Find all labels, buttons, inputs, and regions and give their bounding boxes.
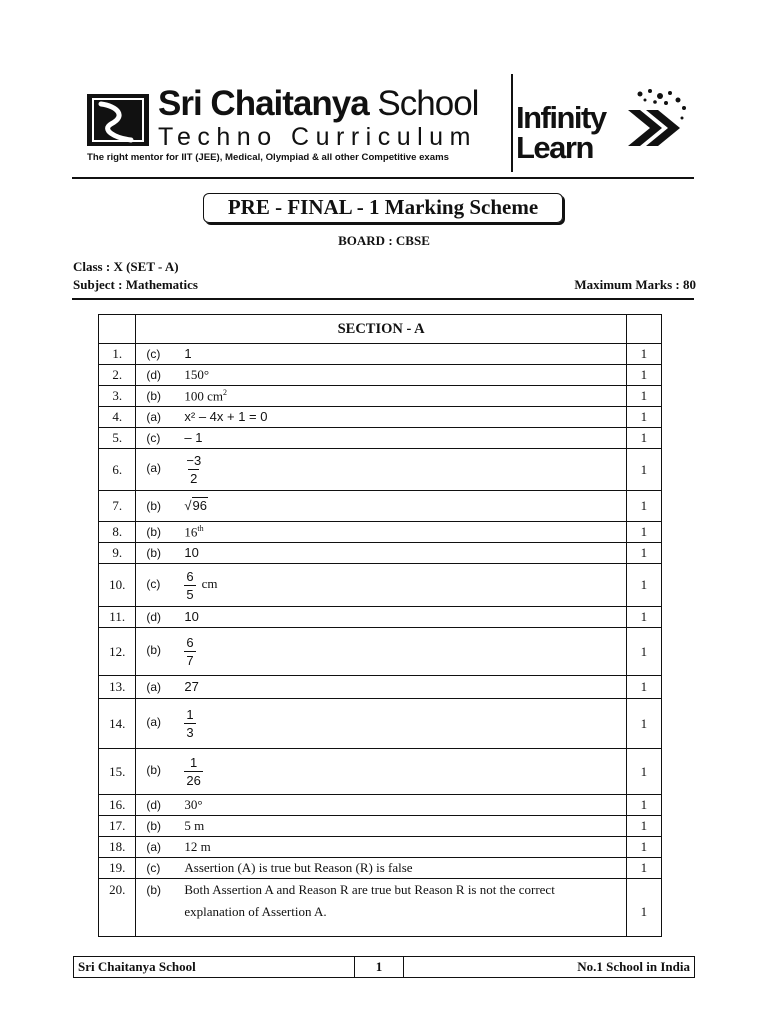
answer-value: 10: [184, 545, 199, 560]
answer-option: (b): [146, 883, 162, 897]
answer-option: (b): [146, 525, 162, 540]
answer-cell: [136, 858, 626, 879]
answer-fraction: [184, 634, 195, 669]
answer-option: (d): [146, 610, 162, 624]
answer-cell: [136, 344, 626, 365]
table-row: [99, 491, 662, 522]
page-footer: [73, 956, 695, 978]
fraction-denominator: 2: [190, 471, 198, 486]
answer-value: 10: [184, 609, 199, 624]
table-row: [99, 699, 662, 749]
answer-value: 5 m: [184, 818, 205, 833]
marks-cell: 1: [626, 795, 661, 816]
answer-cell: [136, 522, 626, 543]
question-number: 14.: [99, 699, 136, 749]
board-label: BOARD : CBSE: [338, 233, 430, 248]
answer-value: Both Assertion A and Reason R are true but Reason R is not the correct: [184, 882, 555, 897]
answer-option: (c): [146, 861, 161, 875]
answer-sqrt: √96: [184, 498, 207, 513]
table-row: [99, 607, 662, 628]
question-number: 11.: [99, 607, 136, 628]
table-row: [99, 879, 662, 937]
answer-option: (a): [146, 840, 162, 854]
marks-cell: 1: [626, 543, 661, 564]
answer-cell: [136, 564, 626, 607]
max-marks-label: Maximum Marks : 80: [574, 277, 696, 292]
header-divider: [511, 74, 513, 172]
fraction-numerator: 6: [186, 568, 194, 584]
answer-value: 100 cm: [184, 388, 224, 404]
answer-cell: [136, 365, 626, 386]
answer-option: (a): [146, 715, 162, 730]
answer-cell: [136, 428, 626, 449]
question-number: 2.: [99, 365, 136, 386]
answer-value: 150°: [184, 367, 210, 382]
answer-cell: [136, 879, 626, 937]
answer-cell: [136, 386, 626, 407]
answer-cell: [136, 543, 626, 564]
school-logo: [87, 94, 149, 146]
question-number: 7.: [99, 491, 136, 522]
question-number: 9.: [99, 543, 136, 564]
answer-fraction: [184, 452, 203, 487]
fraction-denominator: 26: [186, 773, 201, 788]
answer-value: – 1: [184, 430, 203, 445]
question-number: 10.: [99, 564, 136, 607]
section-header-row: [99, 315, 662, 344]
question-number: 6.: [99, 449, 136, 491]
question-number: 18.: [99, 837, 136, 858]
answer-value: x² – 4x + 1 = 0: [184, 409, 268, 424]
meta-rule: [72, 298, 694, 300]
question-number: 13.: [99, 676, 136, 699]
marks-cell: 1: [626, 407, 661, 428]
question-number: 5.: [99, 428, 136, 449]
question-number: 15.: [99, 749, 136, 795]
question-number: 17.: [99, 816, 136, 837]
answer-cell: [136, 407, 626, 428]
fraction-denominator: 7: [186, 653, 194, 668]
answer-superscript: th: [197, 523, 204, 533]
answer-option: (d): [146, 798, 162, 812]
question-number: 4.: [99, 407, 136, 428]
marks-cell: 1: [626, 344, 661, 365]
answer-option: (b): [146, 546, 162, 560]
question-number: 12.: [99, 628, 136, 676]
answer-cell: [136, 795, 626, 816]
marks-cell: 1: [626, 491, 661, 522]
partner-chevron-icon: [620, 88, 690, 168]
answer-value-continued: explanation of Assertion A.: [184, 904, 327, 919]
fraction-denominator: 5: [186, 586, 194, 602]
school-emblem-icon: [87, 94, 149, 146]
answer-fraction: [184, 706, 195, 741]
table-row: [99, 543, 662, 564]
marks-cell: 1: [626, 816, 661, 837]
answer-value: 12 m: [184, 839, 211, 854]
marks-cell: 1: [626, 365, 661, 386]
question-number: 3.: [99, 386, 136, 407]
table-row: [99, 564, 662, 607]
question-number: 19.: [99, 858, 136, 879]
partner-logo-text: Infinity Learn: [516, 100, 606, 165]
brand-subtitle: Techno Curriculum: [158, 123, 477, 151]
answer-option: (c): [146, 576, 161, 591]
table-row: [99, 676, 662, 699]
answer-cell: [136, 628, 626, 676]
answer-option: (b): [146, 763, 162, 778]
question-number: 16.: [99, 795, 136, 816]
answer-option: (a): [146, 410, 162, 424]
answer-value: 30°: [184, 797, 203, 812]
section-title: SECTION - A: [136, 315, 626, 344]
table-row: [99, 522, 662, 543]
table-row: [99, 365, 662, 386]
class-label: Class : X (SET - A): [73, 259, 179, 274]
table-row: [99, 628, 662, 676]
question-number: 8.: [99, 522, 136, 543]
marks-cell: 1: [626, 837, 661, 858]
fraction-numerator: 1: [186, 707, 194, 722]
answer-value: 27: [184, 679, 199, 694]
table-row: [99, 386, 662, 407]
question-number: 1.: [99, 344, 136, 365]
subject-label: Subject : Mathematics: [73, 277, 198, 292]
marks-cell: 1: [626, 449, 661, 491]
answer-value: 1: [184, 346, 192, 361]
answer-option: (b): [146, 389, 162, 404]
answer-fraction: [184, 754, 202, 789]
brand-name: Sri Chaitanya School: [158, 84, 479, 123]
answer-value: Assertion (A) is true but Reason (R) is false: [184, 860, 413, 875]
answer-value: 16: [184, 524, 198, 540]
answer-option: (a): [146, 680, 162, 694]
answer-option: (c): [146, 347, 161, 361]
fraction-numerator: 1: [189, 755, 198, 770]
marks-cell: 1: [626, 522, 661, 543]
answer-cell: [136, 699, 626, 749]
answer-cell: [136, 676, 626, 699]
page-number: 1: [355, 957, 404, 978]
table-row: [99, 428, 662, 449]
marks-cell: 1: [626, 749, 661, 795]
footer-tagline: No.1 School in India: [404, 957, 695, 978]
answer-option: (a): [146, 461, 162, 476]
fraction-numerator: 6: [186, 635, 194, 650]
fraction-denominator: 3: [186, 725, 194, 740]
sqrt-radicand: 96: [192, 498, 207, 513]
question-number: 20.: [99, 879, 136, 937]
answer-option: (b): [146, 819, 162, 833]
footer-school-name: Sri Chaitanya School: [74, 957, 355, 978]
answer-unit: cm: [201, 575, 218, 591]
fraction-numerator: −3: [186, 453, 202, 468]
marks-cell: 1: [626, 428, 661, 449]
marks-cell: 1: [626, 676, 661, 699]
answer-option: (b): [146, 499, 162, 513]
answer-cell: [136, 816, 626, 837]
answer-option: (b): [146, 643, 162, 658]
answer-fraction: [184, 568, 195, 603]
answer-option: (c): [146, 431, 161, 445]
answer-cell: [136, 449, 626, 491]
brand-tagline: The right mentor for IIT (JEE), Medical, Olympiad & all other Competitive exams: [87, 152, 449, 163]
answer-cell: [136, 607, 626, 628]
table-row: [99, 795, 662, 816]
table-row: [99, 344, 662, 365]
marks-cell: 1: [626, 879, 661, 937]
marks-cell: 1: [626, 564, 661, 607]
marks-cell: 1: [626, 858, 661, 879]
header-rule: [72, 177, 694, 179]
marks-cell: 1: [626, 628, 661, 676]
marks-cell: 1: [626, 699, 661, 749]
marks-cell: 1: [626, 607, 661, 628]
answer-cell: [136, 491, 626, 522]
page-header: [0, 0, 768, 178]
table-row: [99, 407, 662, 428]
table-row: [99, 749, 662, 795]
answer-cell: [136, 837, 626, 858]
table-row: [99, 858, 662, 879]
answer-cell: [136, 749, 626, 795]
table-row: [99, 449, 662, 491]
answer-superscript: 2: [223, 387, 228, 397]
table-row: [99, 816, 662, 837]
answer-table: [98, 314, 662, 937]
answer-option: (d): [146, 368, 162, 382]
document-title: PRE - FINAL - 1 Marking Scheme: [203, 193, 563, 223]
marks-cell: 1: [626, 386, 661, 407]
table-row: [99, 837, 662, 858]
